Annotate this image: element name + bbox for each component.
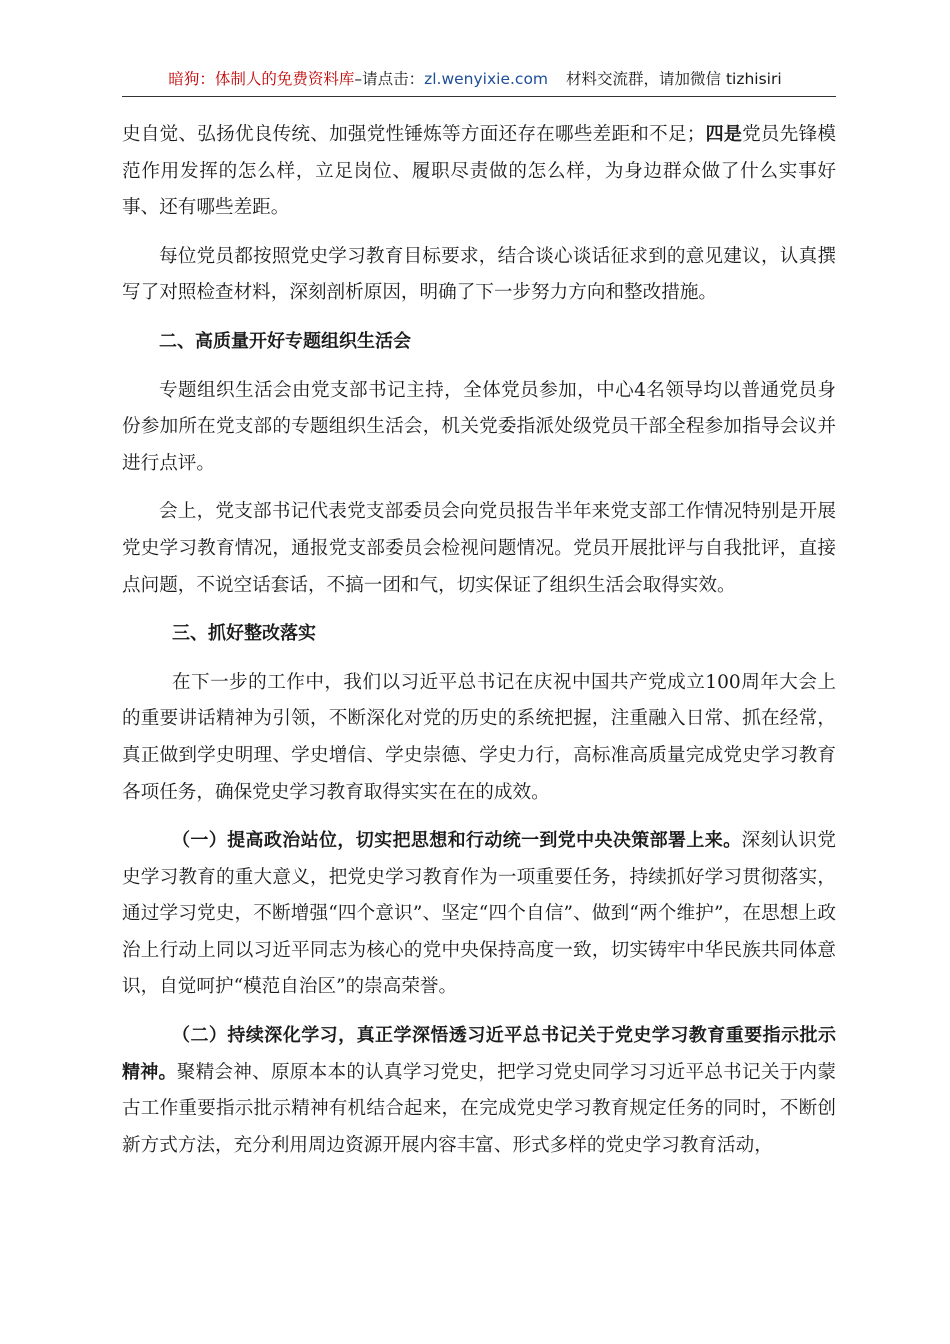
paragraph-7: （二）持续深化学习，真正学深悟透习近平总书记关于党史学习教育重要指示批示精神。聚精会神、原原本本的认真学习党史，把学习党史同学习习近平总书记关于内蒙古工作重要指示批示精神有机结合起来，在完成党史学习教育规定任务的同时，不断创新方式方法，充分利用周边资源开展内容丰富、形式多样的党史学习教育活动，: [122, 1025, 836, 1156]
paragraph-1: 史自觉、弘扬优良传统、加强党性锤炼等方面还存在哪些差距和不足；四是党员先锋模范作用发挥的怎么样，立足岗位、履职尽责做的怎么样，为身边群众做了什么实事好事、还有哪些差距。: [122, 124, 836, 219]
paragraph-5: 在下一步的工作中，我们以习近平总书记在庆祝中国共产党成立100周年大会上的重要讲话精神为引领，不断深化对党的历史的系统把握，注重融入日常、抓在经常，真正做到学史明理、学史增信、学史崇德、学史力行，高标准高质量完成党史学习教育各项任务，确保党史学习教育取得实实在在的成效。: [122, 671, 836, 803]
header-contact: 材料交流群，请加微信 tizhisiri: [566, 70, 782, 88]
header-url-link[interactable]: zl.wenyixie.com: [424, 70, 549, 88]
page-header: [122, 68, 828, 90]
document-body: [122, 117, 836, 1164]
header-link-prefix: –请点击：: [354, 70, 425, 88]
section-heading-2: 二、高质量开好专题组织生活会: [159, 330, 411, 352]
header-divider: [122, 96, 836, 97]
paragraph-4: 会上，党支部书记代表党支部委员会向党员报告半年来党支部工作情况特别是开展党史学习教育情况，通报党支部委员会检视问题情况。党员开展批评与自我批评，直接点问题，不说空话套话，不搞一团和气，切实保证了组织生活会取得实效。: [122, 501, 836, 596]
section-heading-3: 三、抓好整改落实: [172, 623, 316, 645]
paragraph-2: 每位党员都按照党史学习教育目标要求，结合谈心谈话征求到的意见建议，认真撰写了对照检查材料，深刻剖析原因，明确了下一步努力方向和整改措施。: [122, 245, 836, 304]
paragraph-3: 专题组织生活会由党支部书记主持，全体党员参加，中心4名领导均以普通党员身份参加所在党支部的专题组织生活会，机关党委指派处级党员干部全程参加指导会议并进行点评。: [122, 379, 836, 474]
paragraph-6: （一）提高政治站位，切实把思想和行动统一到党中央决策部署上来。深刻认识党史学习教育的重大意义，把党史学习教育作为一项重要任务，持续抓好学习贯彻落实，通过学习党史，不断增强“四个意识”、坚定“四个自信”、做到“两个维护”，在思想上政治上行动上同以习近平同志为核心的党中央保持高度一致，切实铸牢中华民族共同体意识，自觉呵护“模范自治区”的崇高荣誉。: [122, 830, 836, 998]
header-brand: 暗狗：体制人的免费资料库: [168, 70, 355, 88]
